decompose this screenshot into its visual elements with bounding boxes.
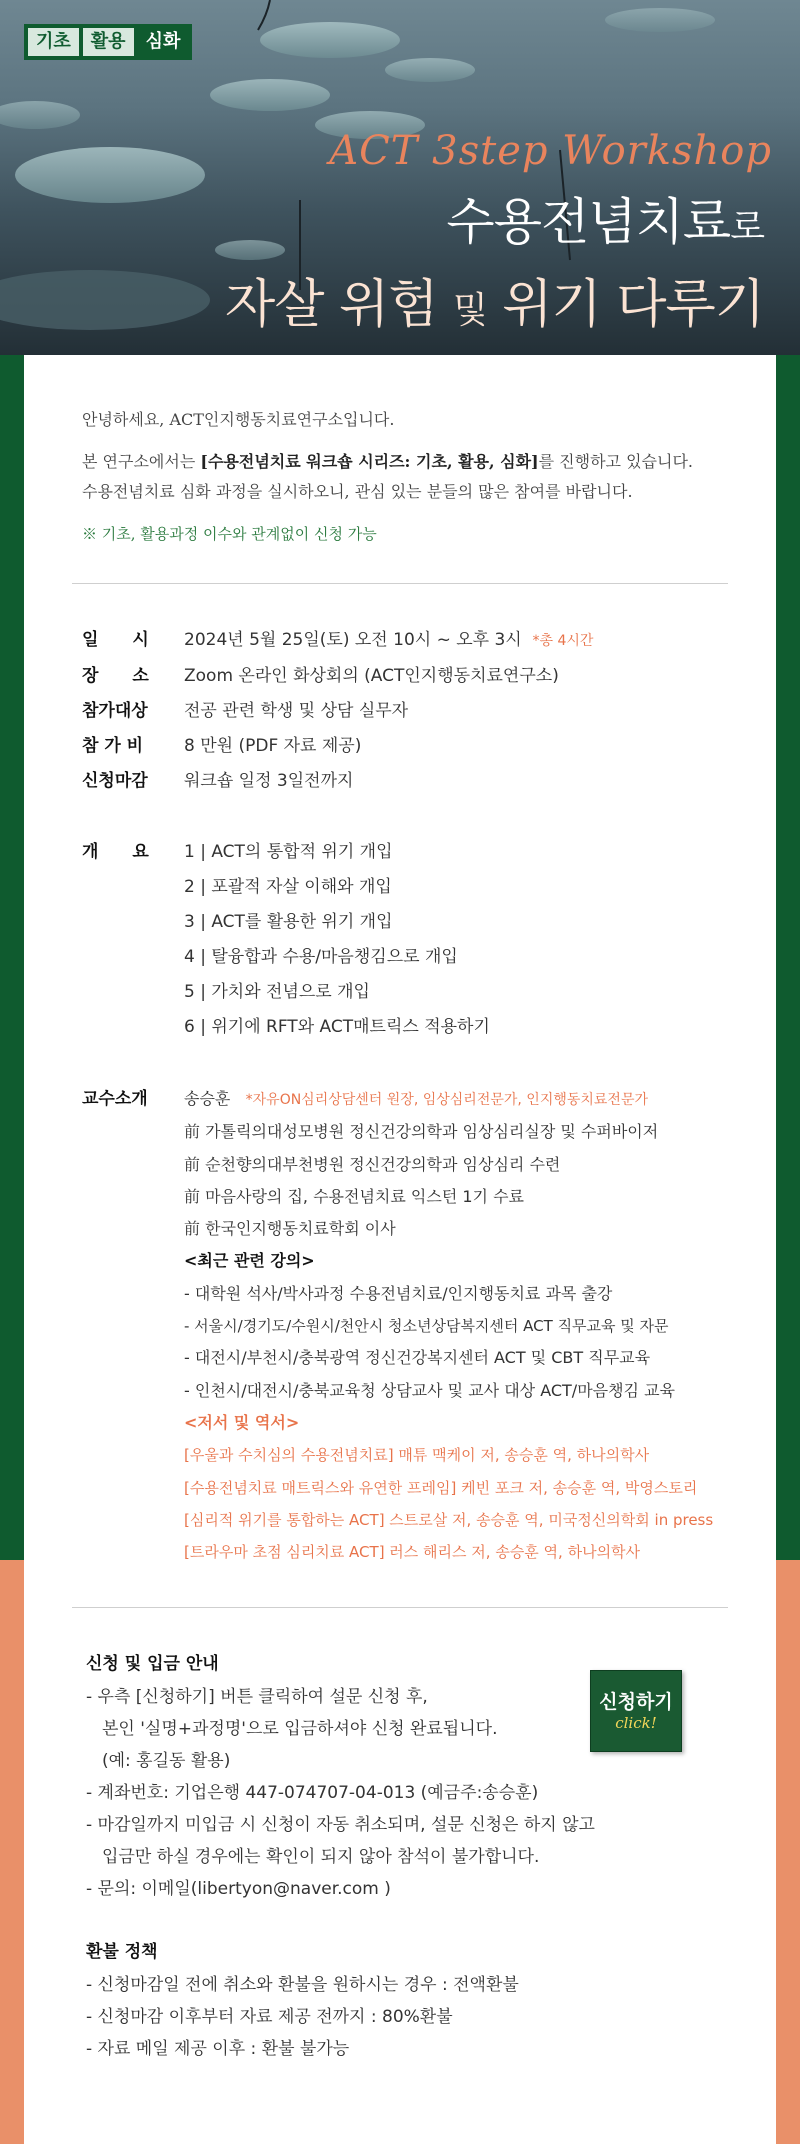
lecture-item: - 서울시/경기도/수원시/천안시 청소년상담복지센터 ACT 직무교육 및 자문	[184, 1317, 669, 1336]
book-item: [우울과 수치심의 수용전념치료] 매튜 맥케이 저, 송승훈 역, 하나의학사	[184, 1446, 650, 1465]
apply-line: (예: 홍길동 활용)	[102, 1751, 231, 1771]
divider	[72, 1607, 728, 1608]
intro-suffix: 를 진행하고 있습니다.	[538, 452, 693, 471]
apply-title: 신청 및 입금 안내	[86, 1654, 219, 1674]
book-item: [수용전념치료 매트릭스와 유연한 프레임] 케빈 포크 저, 송승훈 역, 박영스토리	[184, 1478, 698, 1497]
apply-button[interactable]	[590, 1670, 682, 1752]
instructor-section	[82, 1083, 762, 1568]
detail-date: 일 시 2024년 5월 25일(토) 오전 10시 ~ 오후 3시 *총 4시간	[82, 630, 594, 650]
eligibility-note: ※ 기초, 활용과정 이수와 관계없이 신청 가능	[82, 525, 377, 543]
book-item: [트라우마 초점 심리치료 ACT] 러스 해리스 저, 송승훈 역, 하나의학사	[184, 1543, 641, 1562]
refund-line: - 신청마감일 전에 취소와 환불을 원하시는 경우 : 전액환불	[86, 1975, 519, 1995]
greeting-text: 안녕하세요, ACT인지행동치료연구소입니다.	[82, 410, 395, 429]
workshop-script-title: ACT 3step Workshop	[329, 128, 772, 174]
title-main: 수용전념치료	[446, 193, 731, 251]
apply-line: - 계좌번호: 기업은행 447-074707-04-013 (예금주:송승훈)	[86, 1783, 539, 1803]
title-part-c: 위기 다루기	[502, 275, 764, 335]
apply-line: - 마감일까지 미입금 시 신청이 자동 취소되며, 설문 신청은 하지 않고	[86, 1815, 595, 1835]
apply-button-label: 신청하기	[599, 1691, 673, 1713]
lecture-item: - 인천시/대전시/충북교육청 상담교사 및 교사 대상 ACT/마음챙김 교육	[184, 1380, 676, 1400]
instructor-name: 송승훈	[184, 1089, 231, 1108]
overview-item: 1 | ACT의 통합적 위기 개입	[184, 842, 393, 862]
detail-deadline: 신청마감 워크숍 일정 3일전까지	[82, 771, 354, 791]
divider	[72, 583, 728, 584]
refund-line: - 자료 메일 제공 이후 : 환불 불가능	[86, 2039, 350, 2059]
detail-place: 장 소 Zoom 온라인 화상회의 (ACT인지행동치료연구소)	[82, 666, 559, 686]
series-name: [수용전념치료 워크숍 시리즈: 기초, 활용, 심화]	[200, 452, 539, 471]
refund-title: 환불 정책	[86, 1942, 158, 1962]
career-item: 前 마음사랑의 집, 수용전념치료 익스턴 1기 수료	[184, 1186, 524, 1206]
overview-list	[184, 835, 490, 1045]
detail-fee: 참 가 비 8 만원 (PDF 자료 제공)	[82, 736, 362, 756]
instructor-title: *자유ON심리상담센터 원장, 임상심리전문가, 인지행동치료전문가	[245, 1092, 649, 1108]
apply-line: 본인 '실명+과정명'으로 입금하셔야 신청 완료됩니다.	[102, 1719, 498, 1739]
overview-item: 5 | 가치와 전념으로 개입	[184, 982, 370, 1002]
hero-banner	[0, 0, 800, 355]
apply-line: - 문의: 이메일(libertyon@naver.com )	[86, 1879, 391, 1899]
books-heading: <저서 및 역서>	[184, 1412, 300, 1432]
instructor-details	[184, 1083, 713, 1568]
refund-line: - 신청마감 이후부터 자료 제공 전까지 : 80%환불	[86, 2007, 453, 2027]
level-tabs	[24, 24, 192, 60]
overview-item: 6 | 위기에 RFT와 ACT매트릭스 적용하기	[184, 1017, 490, 1037]
title-part-a: 자살 위험	[224, 275, 438, 335]
intro-prefix: 본 연구소에서는	[82, 452, 201, 471]
apply-line: - 우측 [신청하기] 버튼 클릭하여 설문 신청 후,	[86, 1687, 428, 1707]
tab-basic: 기초	[28, 28, 79, 56]
lecture-item: - 대학원 석사/박사과정 수용전념치료/인지행동치료 과목 출강	[184, 1283, 613, 1303]
lecture-item: - 대전시/부천시/충북광역 정신건강복지센터 ACT 및 CBT 직무교육	[184, 1348, 651, 1368]
intro-paragraph	[82, 447, 742, 507]
career-item: 前 한국인지행동치료학회 이사	[184, 1219, 396, 1239]
title-suffix: 로	[730, 207, 764, 248]
title-line-2	[225, 262, 764, 337]
content-card	[24, 355, 776, 2144]
refund-section	[86, 1935, 746, 2065]
apply-button-sub: click!	[615, 1714, 657, 1732]
tab-application: 활용	[83, 28, 134, 56]
overview-item: 4 | 탈융합과 수용/마음챙김으로 개입	[184, 947, 458, 967]
overview-label: 개 요	[82, 842, 149, 862]
career-item: 前 가톨릭의대성모병원 정신건강의학과 임상심리실장 및 수퍼바이저	[184, 1122, 659, 1142]
overview-section	[82, 835, 762, 1045]
lectures-heading: <최근 관련 강의>	[184, 1251, 315, 1271]
career-item: 前 순천향의대부천병원 정신건강의학과 임상심리 수련	[184, 1154, 561, 1174]
book-item: [심리적 위기를 통합하는 ACT] 스트로살 저, 송승훈 역, 미국정신의학회 in press	[184, 1510, 714, 1529]
apply-line: 입금만 하실 경우에는 확인이 되지 않아 참석이 불가합니다.	[102, 1847, 540, 1867]
tab-advanced: 심화	[138, 28, 189, 56]
details-section	[82, 623, 762, 799]
overview-item: 2 | 포괄적 자살 이해와 개입	[184, 877, 392, 897]
title-line-1	[446, 182, 764, 254]
detail-target: 참가대상 전공 관련 학생 및 상담 실무자	[82, 701, 409, 721]
instructor-label: 교수소개	[82, 1089, 148, 1109]
title-part-b: 및	[452, 290, 487, 331]
intro-line-2: 수용전념치료 심화 과정을 실시하오니, 관심 있는 분들의 많은 참여를 바랍니다.	[82, 482, 633, 501]
intro-section	[82, 405, 742, 561]
overview-item: 3 | ACT를 활용한 위기 개입	[184, 912, 393, 932]
